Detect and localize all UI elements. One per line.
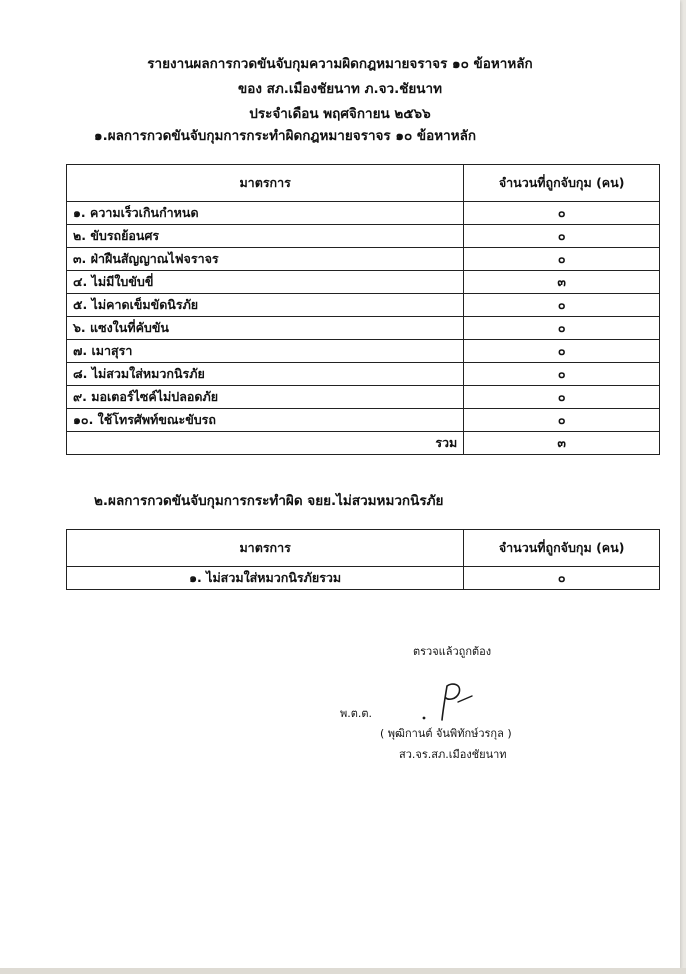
table-header-row	[67, 165, 660, 202]
table-header-row	[67, 530, 660, 567]
row-value: ๐	[464, 340, 660, 363]
table-row	[67, 202, 660, 225]
total-label: รวม	[67, 432, 464, 455]
row-value: ๐	[464, 248, 660, 271]
col-header-count: จำนวนที่ถูกจับกุม (คน)	[464, 530, 660, 567]
row-label: ๓. ฝ่าฝืนสัญญาณไฟจราจร	[67, 248, 464, 271]
section1-heading: ๑.ผลการกวดขันจับกุมการกระทำผิดกฎหมายจราจร ๑๐ ข้อหาหลัก	[94, 128, 477, 144]
row-label: ๙. มอเตอร์ไซค์ไม่ปลอดภัย	[67, 386, 464, 409]
verified-text: ตรวจแล้วถูกต้อง	[413, 645, 492, 658]
row-label: ๖. แซงในที่คับขัน	[67, 317, 464, 340]
table-row	[67, 340, 660, 363]
signer-rank: พ.ต.ต.	[340, 707, 373, 720]
row-label: ๑. ไม่สวมใส่หมวกนิรภัยรวม	[67, 567, 464, 590]
col-header-measure: มาตรการ	[67, 165, 464, 202]
table-row	[67, 271, 660, 294]
row-label: ๕. ไม่คาดเข็มขัดนิรภัย	[67, 294, 464, 317]
row-value: ๐	[464, 202, 660, 225]
row-label: ๑๐. ใช้โทรศัพท์ขณะขับรถ	[67, 409, 464, 432]
row-value: ๐	[464, 386, 660, 409]
report-station: ของ สภ.เมืองชัยนาท ภ.จว.ชัยนาท	[237, 81, 443, 97]
row-value: ๐	[464, 567, 660, 590]
row-value: ๐	[464, 409, 660, 432]
report-title: รายงานผลการกวดขันจับกุมความผิดกฎหมายจราจร ๑๐ ข้อหาหลัก	[147, 56, 533, 72]
handwritten-signature	[418, 680, 480, 726]
table-row	[67, 567, 660, 590]
col-header-measure: มาตรการ	[67, 530, 464, 567]
row-value: ๐	[464, 225, 660, 248]
table-row	[67, 409, 660, 432]
row-label: ๔. ไม่มีใบขับขี่	[67, 271, 464, 294]
report-period: ประจำเดือน พฤศจิกายน ๒๕๖๖	[249, 106, 431, 122]
row-label: ๒. ขับรถย้อนศร	[67, 225, 464, 248]
signer-name: ( พุฒิกานต์ จันพิทักษ์วรกุล )	[380, 727, 512, 740]
row-label: ๗. เมาสุรา	[67, 340, 464, 363]
row-value: ๐	[464, 294, 660, 317]
total-value: ๓	[464, 432, 660, 455]
row-label: ๑. ความเร็วเกินกำหนด	[67, 202, 464, 225]
total-row	[67, 432, 660, 455]
row-value: ๓	[464, 271, 660, 294]
table-row	[67, 248, 660, 271]
table-row	[67, 294, 660, 317]
section1-table	[66, 164, 660, 455]
table-row	[67, 317, 660, 340]
col-header-count: จำนวนที่ถูกจับกุม (คน)	[464, 165, 660, 202]
table-row	[67, 363, 660, 386]
section2-table	[66, 529, 660, 590]
row-value: ๐	[464, 363, 660, 386]
table-row	[67, 386, 660, 409]
page-edge	[0, 968, 686, 974]
row-value: ๐	[464, 317, 660, 340]
signer-position: สว.จร.สภ.เมืองชัยนาท	[399, 748, 507, 761]
section2-heading: ๒.ผลการกวดขันจับกุมการกระทำผิด จยย.ไม่สวมหมวกนิรภัย	[94, 493, 444, 509]
table-row	[67, 225, 660, 248]
row-label: ๘. ไม่สวมใส่หมวกนิรภัย	[67, 363, 464, 386]
